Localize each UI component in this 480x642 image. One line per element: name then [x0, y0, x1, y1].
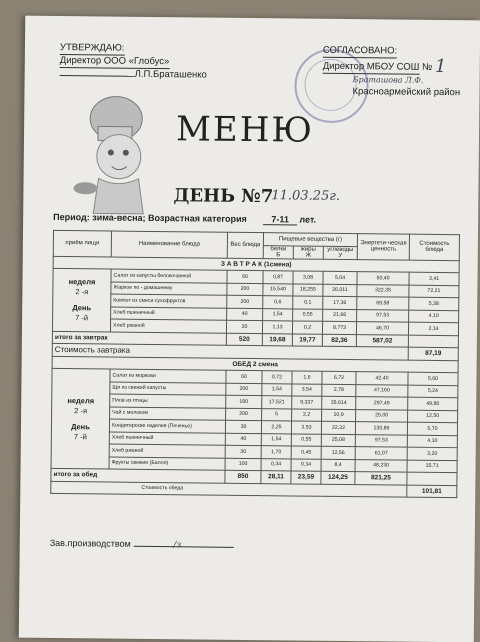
- dish-carbs: 5,04: [323, 271, 357, 284]
- agree-signature: Браташова Л.Ф.: [352, 75, 424, 85]
- dish-name: Щи из свежей капусты: [110, 382, 226, 396]
- dish-energy: 97,53: [355, 434, 407, 447]
- breakfast-meal-label: [52, 268, 111, 331]
- breakfast-cost-label: Стоимость завтрака: [52, 343, 408, 359]
- dish-proteins: 1,70: [261, 446, 291, 459]
- col-carbs: [323, 246, 357, 259]
- col-meal: приём пищи: [53, 230, 111, 256]
- dish-weight: 200: [226, 383, 262, 396]
- dish-proteins: 0,34: [261, 458, 291, 471]
- col-nutrients: Пищевые вещества (г): [263, 233, 357, 246]
- dish-proteins: 0,6: [263, 296, 293, 309]
- dish-energy: 69,58: [357, 297, 409, 310]
- lunch-total-empty: [407, 472, 457, 485]
- dish-weight: 30: [225, 420, 261, 433]
- approve-role: Директор ООО «Глобус»: [59, 54, 170, 68]
- col-price: Стоимость блюда: [409, 234, 459, 260]
- dish-weight: 30: [225, 445, 261, 458]
- dish-name: Салат из капусты белокочанной: [111, 269, 227, 283]
- col-proteins-label: белки: [270, 245, 287, 252]
- dish-name: Компот из смеси сухофруктов: [111, 294, 227, 308]
- breakfast-total-fats: 19,77: [292, 333, 322, 346]
- lunch-total-energy: 821,25: [355, 472, 407, 485]
- dish-proteins: 1,13: [262, 321, 292, 334]
- footer-signature: /з: [173, 540, 182, 551]
- col-proteins-short: Б: [276, 251, 281, 258]
- dish-carbs: 25,08: [321, 434, 355, 447]
- approve-signature-line: [60, 75, 135, 77]
- dish-fats: 3,53: [291, 421, 321, 434]
- date-handwritten: 11.03.25г.: [271, 188, 341, 204]
- dish-carbs: 21,66: [323, 309, 357, 322]
- dish-weight: 60: [227, 270, 263, 283]
- dish-price: 3,41: [409, 272, 459, 285]
- footer-signature-line: [133, 546, 233, 548]
- period-text: Период: зима-весна; Возрастная категория: [53, 211, 247, 224]
- dish-weight: 60: [226, 370, 262, 383]
- dish-proteins: 1,54: [263, 308, 293, 321]
- dish-name: Хлеб ржаной: [109, 444, 225, 458]
- agree-block: [322, 45, 460, 99]
- dish-price: 49,80: [408, 397, 458, 410]
- dish-energy: 50,40: [357, 272, 409, 285]
- dish-fats: 0,55: [291, 433, 321, 446]
- breakfast-section-title: З А В Т Р А К (1смена): [53, 256, 459, 273]
- dish-fats: 9,337: [292, 396, 322, 409]
- dish-weight: 40: [225, 433, 261, 446]
- lunch-rows: [51, 368, 458, 472]
- dish-name: Хлеб пшеничный: [111, 307, 227, 321]
- footer: [50, 538, 184, 550]
- lunch-total-proteins: 28,11: [261, 471, 291, 484]
- dish-name: Плов из птицы: [110, 394, 226, 408]
- lunch-label-day: День: [71, 421, 90, 431]
- col-energy: Энергети-ческая ценность: [357, 234, 409, 260]
- dish-carbs: 35,614: [322, 396, 356, 409]
- dish-price: 4,10: [409, 310, 459, 323]
- breakfast-label-week-no: 2 -я: [75, 286, 89, 297]
- dish-price: 2,14: [408, 322, 458, 335]
- dish-proteins: 15,540: [263, 283, 293, 296]
- dish-carbs: 8,4: [321, 459, 355, 472]
- dish-weight: 40: [227, 308, 263, 321]
- dish-proteins: 17,521: [262, 396, 292, 409]
- lunch-total-weight: 850: [225, 470, 261, 483]
- lunch-cost-label: Стоимость обеда: [51, 481, 407, 497]
- lunch-label-week: неделя: [67, 395, 95, 405]
- dish-proteins: 5: [262, 408, 292, 421]
- dish-price: 12,50: [408, 410, 458, 423]
- dish-weight: 200: [226, 408, 262, 421]
- dish-name: Чай с молоком: [110, 407, 226, 421]
- col-fats-label: жиры: [300, 246, 316, 253]
- dish-energy: 48,230: [355, 459, 407, 472]
- col-carbs-short: У: [338, 252, 343, 259]
- breakfast-label-day-no: 7 -й: [75, 312, 89, 323]
- dish-name: Жаркое по - домашнему: [111, 282, 227, 296]
- dish-carbs: 2,78: [322, 384, 356, 397]
- agree-number-sign: №: [422, 61, 433, 73]
- dish-energy: 46,70: [356, 322, 408, 335]
- dish-fats: 2,2: [292, 408, 322, 421]
- district: Красноармейский район: [352, 86, 461, 99]
- agree-label: СОГЛАСОВАНО:: [322, 44, 398, 57]
- dish-price: 15,71: [407, 460, 457, 473]
- breakfast-label-day: День: [72, 302, 92, 313]
- dish-carbs: 26,011: [323, 284, 357, 297]
- dish-proteins: 1,54: [262, 383, 292, 396]
- col-fats-short: Ж: [305, 252, 312, 259]
- col-carbs-label: углеводы: [327, 246, 354, 253]
- breakfast-total-energy: 587,02: [356, 334, 408, 347]
- dish-proteins: 2,25: [261, 421, 291, 434]
- dish-price: 72,21: [409, 285, 459, 298]
- dish-price: 3,20: [407, 447, 457, 460]
- dish-name: Салат из моркови: [110, 369, 226, 383]
- breakfast-label-week: неделя: [68, 276, 96, 287]
- dish-price: 4,10: [407, 435, 457, 448]
- breakfast-total-weight: 520: [226, 333, 262, 346]
- lunch-label-day-no: 7 -й: [73, 431, 87, 441]
- dish-name: Фрукты свежие (Баллп): [109, 457, 225, 471]
- menu-sheet: [19, 16, 480, 642]
- approve-name: Л.П.Браташенко: [134, 68, 207, 81]
- dish-proteins: 1,54: [261, 433, 291, 446]
- col-name: Наименование блюда: [111, 231, 227, 258]
- age-unit: лет.: [299, 214, 317, 225]
- lunch-total-fats: 23,59: [291, 471, 321, 484]
- dish-name: Хлеб пшеничный: [109, 432, 225, 446]
- col-proteins: [263, 245, 293, 258]
- dish-weight: 200: [227, 283, 263, 296]
- dish-fats: 0,45: [291, 446, 321, 459]
- dish-fats: 1,6: [292, 371, 322, 384]
- breakfast-total-empty: [408, 335, 458, 348]
- dish-energy: 47,160: [356, 384, 408, 397]
- dish-price: 5,60: [408, 372, 458, 385]
- approve-block: [60, 42, 208, 82]
- lunch-label-week-no: 2 -я: [74, 405, 88, 415]
- day-label: ДЕНЬ №7: [173, 185, 274, 208]
- dish-fats: 3,54: [292, 383, 322, 396]
- dish-energy: 61,07: [355, 447, 407, 460]
- dish-carbs: 22,32: [321, 421, 355, 434]
- lunch-total-carbs: 124,25: [321, 471, 355, 484]
- dish-carbs: 6,72: [322, 371, 356, 384]
- lunch-section-title: ОБЕД 2 смена: [52, 356, 458, 373]
- dish-fats: 0,34: [291, 458, 321, 471]
- breakfast-total-carbs: 82,36: [322, 334, 356, 347]
- dish-price: 5,24: [408, 385, 458, 398]
- dish-fats: 0,2: [292, 321, 322, 334]
- menu-table: [50, 230, 460, 498]
- dish-carbs: 17,36: [323, 296, 357, 309]
- breakfast-cost-value: 87,19: [408, 347, 458, 360]
- lunch-meal-label: [51, 368, 110, 469]
- period-line: [53, 212, 316, 226]
- breakfast-total-label: итого за завтрак: [52, 331, 226, 345]
- lunch-total-label: итого за обед: [51, 468, 225, 482]
- dish-energy: 42,40: [356, 372, 408, 385]
- agree-school-number: 1: [434, 55, 447, 78]
- col-weight: Вес блюда: [227, 232, 263, 258]
- dish-energy: 297,49: [356, 397, 408, 410]
- dish-carbs: 10,9: [322, 409, 356, 422]
- approve-label: УТВЕРЖДАЮ:: [59, 41, 125, 54]
- dish-price: 5,70: [407, 422, 457, 435]
- footer-label: Зав.производством: [49, 537, 131, 549]
- col-fats: [293, 245, 323, 258]
- dish-energy: 25,00: [356, 409, 408, 422]
- dish-fats: 0,1: [293, 296, 323, 309]
- breakfast-total-proteins: 19,68: [262, 333, 292, 346]
- dish-fats: 3,08: [293, 271, 323, 284]
- dish-energy: 97,53: [357, 309, 409, 322]
- dish-carbs: 8,773: [322, 321, 356, 334]
- dish-proteins: 0,87: [263, 271, 293, 284]
- dish-fats: 18,255: [293, 283, 323, 296]
- dish-weight: 100: [225, 458, 261, 471]
- age-range: 7-11: [263, 214, 297, 225]
- dish-carbs: 12,56: [321, 446, 355, 459]
- dish-proteins: 0,72: [262, 371, 292, 384]
- dish-fats: 0,55: [293, 308, 323, 321]
- dish-name: Хлеб ржаной: [110, 319, 226, 333]
- dish-weight: 200: [227, 295, 263, 308]
- lunch-cost-value: 101,81: [407, 485, 457, 498]
- breakfast-rows: [52, 268, 459, 335]
- dish-weight: 190: [226, 395, 262, 408]
- dish-energy: 322,35: [357, 284, 409, 297]
- page-title: МЕНЮ: [175, 109, 315, 151]
- agree-role: Директор МБОУ СОШ: [322, 60, 420, 73]
- dish-weight: 20: [226, 320, 262, 333]
- chef-illustration: [63, 88, 164, 219]
- dish-energy: 130,89: [355, 422, 407, 435]
- dish-price: 5,38: [409, 297, 459, 310]
- dish-name: Кондитерские изделия (Печенье): [109, 419, 225, 433]
